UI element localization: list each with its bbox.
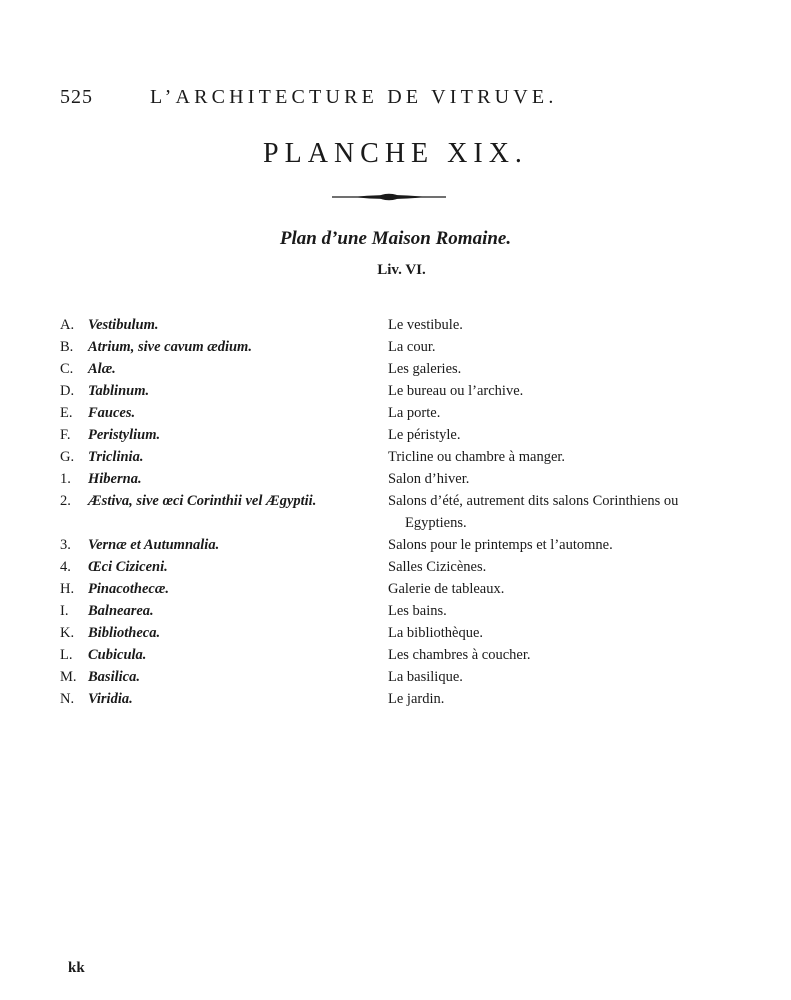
- entry-french-text: Tricline ou chambre à manger.: [388, 449, 566, 465]
- entry-latin-term: Vestibulum.: [88, 317, 159, 333]
- entry-latin-term: Bibliotheca.: [88, 625, 161, 641]
- entry-latin-term: Atrium, sive cavum ædium.: [88, 339, 252, 355]
- plate-title: PLANCHE XIX.: [263, 138, 528, 169]
- book-reference: Liv. VI.: [377, 262, 426, 278]
- entry-french-text: Le péristyle.: [388, 427, 461, 443]
- entry-french-text: La basilique.: [388, 669, 463, 685]
- entry-latin-term: Fauces.: [88, 405, 136, 421]
- entry-french-translation: [388, 358, 728, 380]
- entry-key: I.: [60, 603, 69, 619]
- page-number: 525: [60, 86, 93, 108]
- entry-key: D.: [60, 383, 75, 399]
- entry-latin-term: Triclinia.: [88, 449, 144, 465]
- legend-entry: [60, 490, 760, 534]
- entry-key: K.: [60, 625, 75, 641]
- entry-french-translation: [388, 578, 728, 600]
- entry-key: C.: [60, 361, 74, 377]
- entry-french-text: Les galeries.: [388, 361, 462, 377]
- legend-entry: [60, 358, 760, 380]
- entry-french-translation: [388, 336, 728, 358]
- entry-latin-term: Balnearea.: [88, 603, 154, 619]
- entry-french-translation: [388, 490, 728, 534]
- legend-entry: [60, 600, 760, 622]
- entry-french-text: Le jardin.: [388, 691, 445, 707]
- entry-french-translation: [388, 644, 728, 666]
- entry-french-text: La porte.: [388, 405, 441, 421]
- entry-key: 2.: [60, 493, 71, 509]
- entry-latin-term: Basilica.: [88, 669, 140, 685]
- legend-entry: [60, 468, 760, 490]
- legend-entry: [60, 622, 760, 644]
- entry-french-translation: [388, 446, 728, 468]
- entry-key: 4.: [60, 559, 71, 575]
- entry-french-text: Galerie de tableaux.: [388, 581, 505, 597]
- entry-french-text: Salles Cizicènes.: [388, 559, 487, 575]
- entry-key: G.: [60, 449, 75, 465]
- entry-latin-term: Pinacothecæ.: [88, 581, 169, 597]
- entry-latin-term: Cubicula.: [88, 647, 147, 663]
- legend-entry: [60, 556, 760, 578]
- running-title: L’ARCHITECTURE DE VITRUVE.: [150, 86, 558, 108]
- entry-french-text: La bibliothèque.: [388, 625, 484, 641]
- entry-french-translation: [388, 314, 728, 336]
- entry-key: H.: [60, 581, 75, 597]
- plate-subtitle: Plan d’une Maison Romaine.: [279, 228, 512, 249]
- entry-french-text: Salons pour le printemps et l’automne.: [388, 537, 613, 553]
- entry-key: L.: [60, 647, 73, 663]
- entry-latin-term: Vernæ et Autumnalia.: [88, 537, 220, 553]
- entry-french-text: La cour.: [388, 339, 436, 355]
- entry-french-text: Le vestibule.: [388, 317, 463, 333]
- legend-entry: [60, 336, 760, 358]
- legend-entry: [60, 666, 760, 688]
- entry-french-text: Les chambres à coucher.: [388, 647, 531, 663]
- entry-french-translation: [388, 402, 728, 424]
- entry-french-text: Salon d’hiver.: [388, 471, 470, 487]
- entry-french-text: Le bureau ou l’archive.: [388, 383, 524, 399]
- entry-key: E.: [60, 405, 73, 421]
- legend-entry: [60, 402, 760, 424]
- entry-latin-term: Peristylium.: [88, 427, 161, 443]
- legend-entry: [60, 534, 760, 556]
- entry-key: 1.: [60, 471, 71, 487]
- entry-key: N.: [60, 691, 75, 707]
- entry-french-translation: [388, 600, 728, 622]
- entry-key: M.: [60, 669, 77, 685]
- entry-french-translation: [388, 380, 728, 402]
- entry-french-translation: [388, 622, 728, 644]
- legend-entry: [60, 446, 760, 468]
- legend-entry: [60, 578, 760, 600]
- entry-key: A.: [60, 317, 75, 333]
- entry-latin-term: Æstiva, sive œci Corinthii vel Ægyptii.: [88, 493, 317, 509]
- legend-entry: [60, 688, 760, 710]
- entry-latin-term: Tablinum.: [88, 383, 150, 399]
- entry-latin-term: Alæ.: [88, 361, 116, 377]
- entry-french-translation: [388, 468, 728, 490]
- entry-latin-term: Viridia.: [88, 691, 133, 707]
- entry-key: 3.: [60, 537, 71, 553]
- legend-entry: [60, 314, 760, 336]
- entry-key: F.: [60, 427, 71, 443]
- entry-key: B.: [60, 339, 74, 355]
- entry-latin-term: Hiberna.: [88, 471, 142, 487]
- legend-list: [60, 314, 760, 710]
- entry-french-translation: [388, 666, 728, 688]
- entry-latin-term: Œci Ciziceni.: [88, 559, 168, 575]
- legend-entry: [60, 644, 760, 666]
- legend-entry: [60, 424, 760, 446]
- entry-french-translation: [388, 688, 728, 710]
- entry-french-text: Salons d’été, autrement dits salons Corinthiens ou: [388, 493, 679, 509]
- entry-french-translation: [388, 556, 728, 578]
- entry-french-translation: [388, 424, 728, 446]
- entry-french-continuation: Egyptiens.: [405, 515, 467, 531]
- divider-ornament: [332, 193, 446, 201]
- entry-french-translation: [388, 534, 728, 556]
- signature-mark: kk: [68, 960, 85, 976]
- legend-entry: [60, 380, 760, 402]
- entry-french-text: Les bains.: [388, 603, 447, 619]
